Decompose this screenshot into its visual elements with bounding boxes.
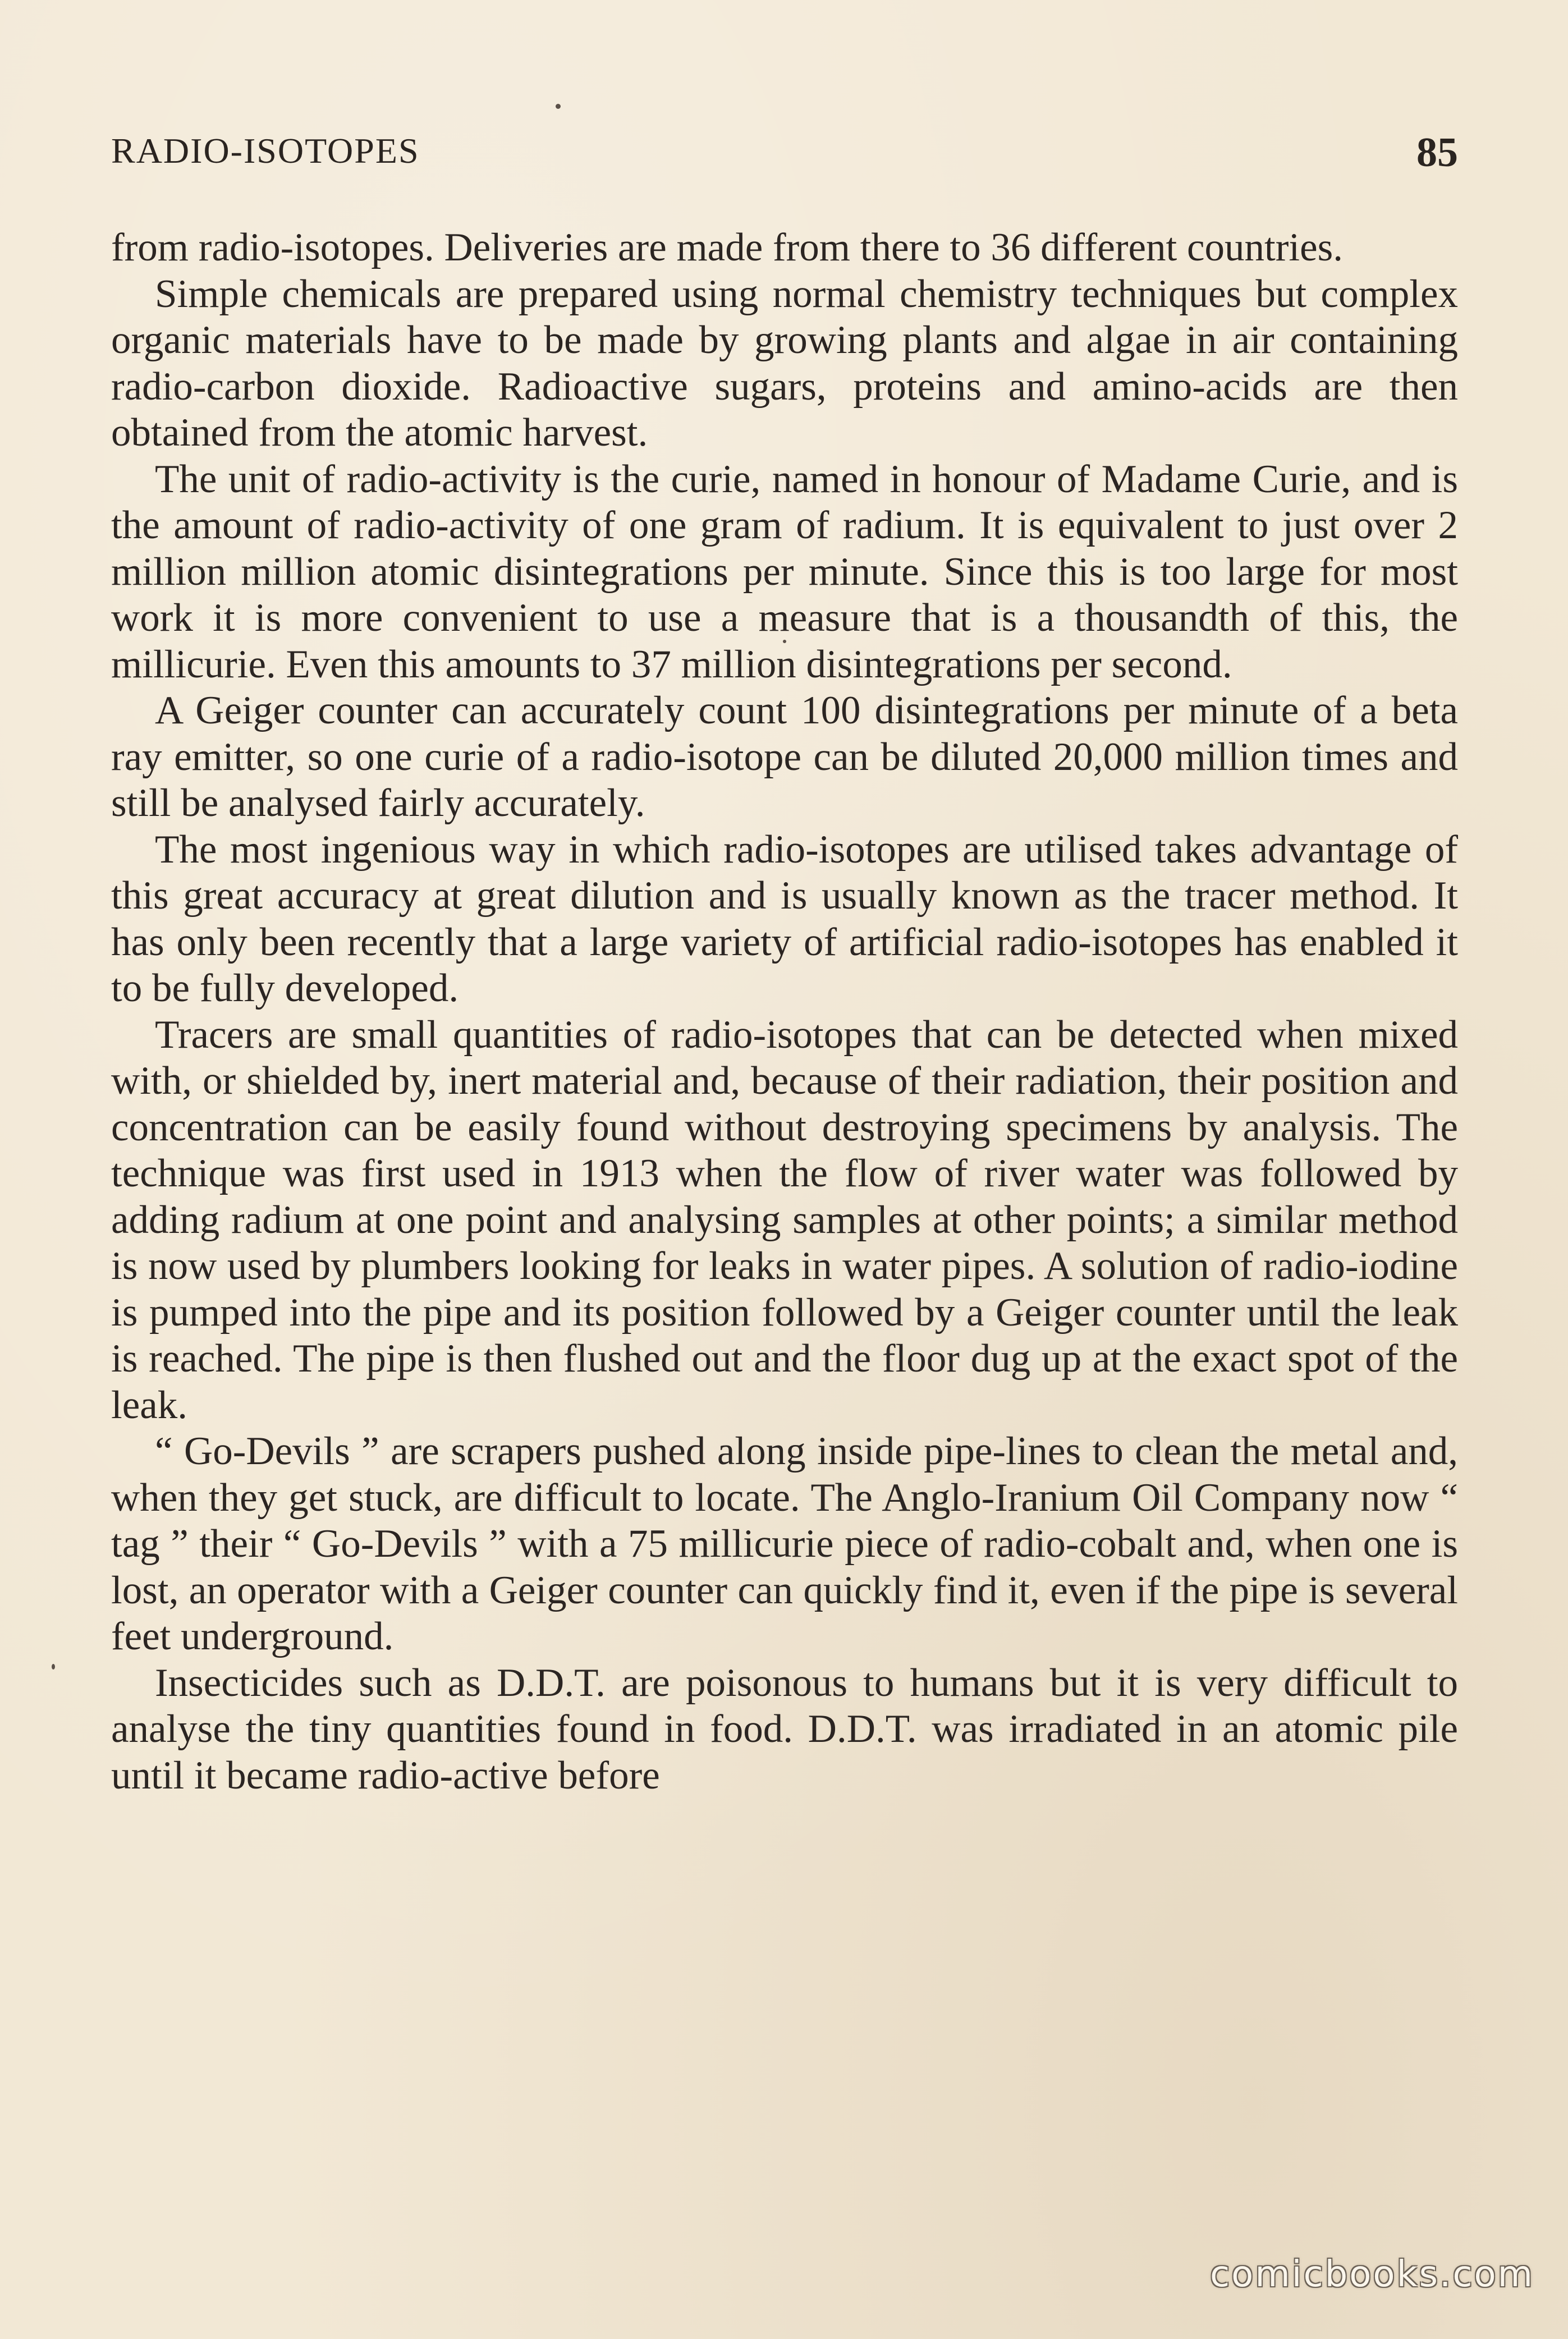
paragraph: The most ingenious way in which radio-isotopes are utilised takes advantage of this great accuracy at great dilution and is usually known as the tracer method. It has only been recently that a large variety of artificial radio-isotopes has enabled it to be fully developed.: [111, 827, 1458, 1010]
paragraph: from radio-isotopes. Deliveries are made from there to 36 different countries.: [111, 226, 1343, 269]
paragraph: “ Go-Devils ” are scrapers pushed along inside pipe-lines to clean the metal and, when they get stuck, are difficult to locate. The Anglo-Iranium Oil Company now “ tag ” their “ Go-Devils ” with a 75 millicurie piece of radio-cobalt and, when one is lost, an operator with a Geiger counter can quickly find it, even if the pipe is several feet underground.: [111, 1429, 1458, 1658]
ink-speck: [556, 104, 561, 109]
body-text: [111, 224, 1458, 1799]
page-header: [111, 125, 1458, 192]
page-number: 85: [1416, 130, 1458, 176]
paragraph: Insecticides such as D.D.T. are poisonous to humans but it is very difficult to analyse the tiny quantities found in food. D.D.T. was irradiated in an atomic pile until it became radio-active before: [111, 1661, 1458, 1797]
running-head: RADIO-ISOTOPES: [111, 131, 420, 171]
ink-speck: [52, 1664, 55, 1670]
paragraph: Simple chemicals are prepared using normal chemistry techniques but complex organic materials have to be made by growing plants and algae in air containing radio-carbon dioxide. Radioactive sugars, proteins and amino-acids are then obtained from the atomic harvest.: [111, 272, 1458, 455]
paragraph: The unit of radio-activity is the curie, named in honour of Madame Curie, and is the amount of radio-activity of one gram of radium. It is equivalent to just over 2 million million atomic disintegrations per minute. Since this is too large for most work it is more convenient to use a measure that is a thousandth of this, the millicurie. Even this amounts to 37 million disintegrations per second.: [111, 457, 1458, 686]
paragraph: Tracers are small quantities of radio-isotopes that can be detected when mixed with, or shielded by, inert material and, because of their radiation, their position and concentration can be easily found without destroying specimens by analysis. The technique was first used in 1913 when the flow of river water was followed by adding radium at one point and analysing samples at other points; a similar method is now used by plumbers looking for leaks in water pipes. A solution of radio-iodine is pumped into the pipe and its position followed by a Geiger counter until the leak is reached. The pipe is then flushed out and the floor dug up at the exact spot of the leak.: [111, 1012, 1458, 1427]
watermark: comicbooks.com: [1209, 2254, 1534, 2295]
paragraph: A Geiger counter can accurately count 100 disintegrations per minute of a beta ray emitter, so one curie of a radio-isotope can be diluted 20,000 million times and still be analysed fairly accurately.: [111, 689, 1458, 825]
